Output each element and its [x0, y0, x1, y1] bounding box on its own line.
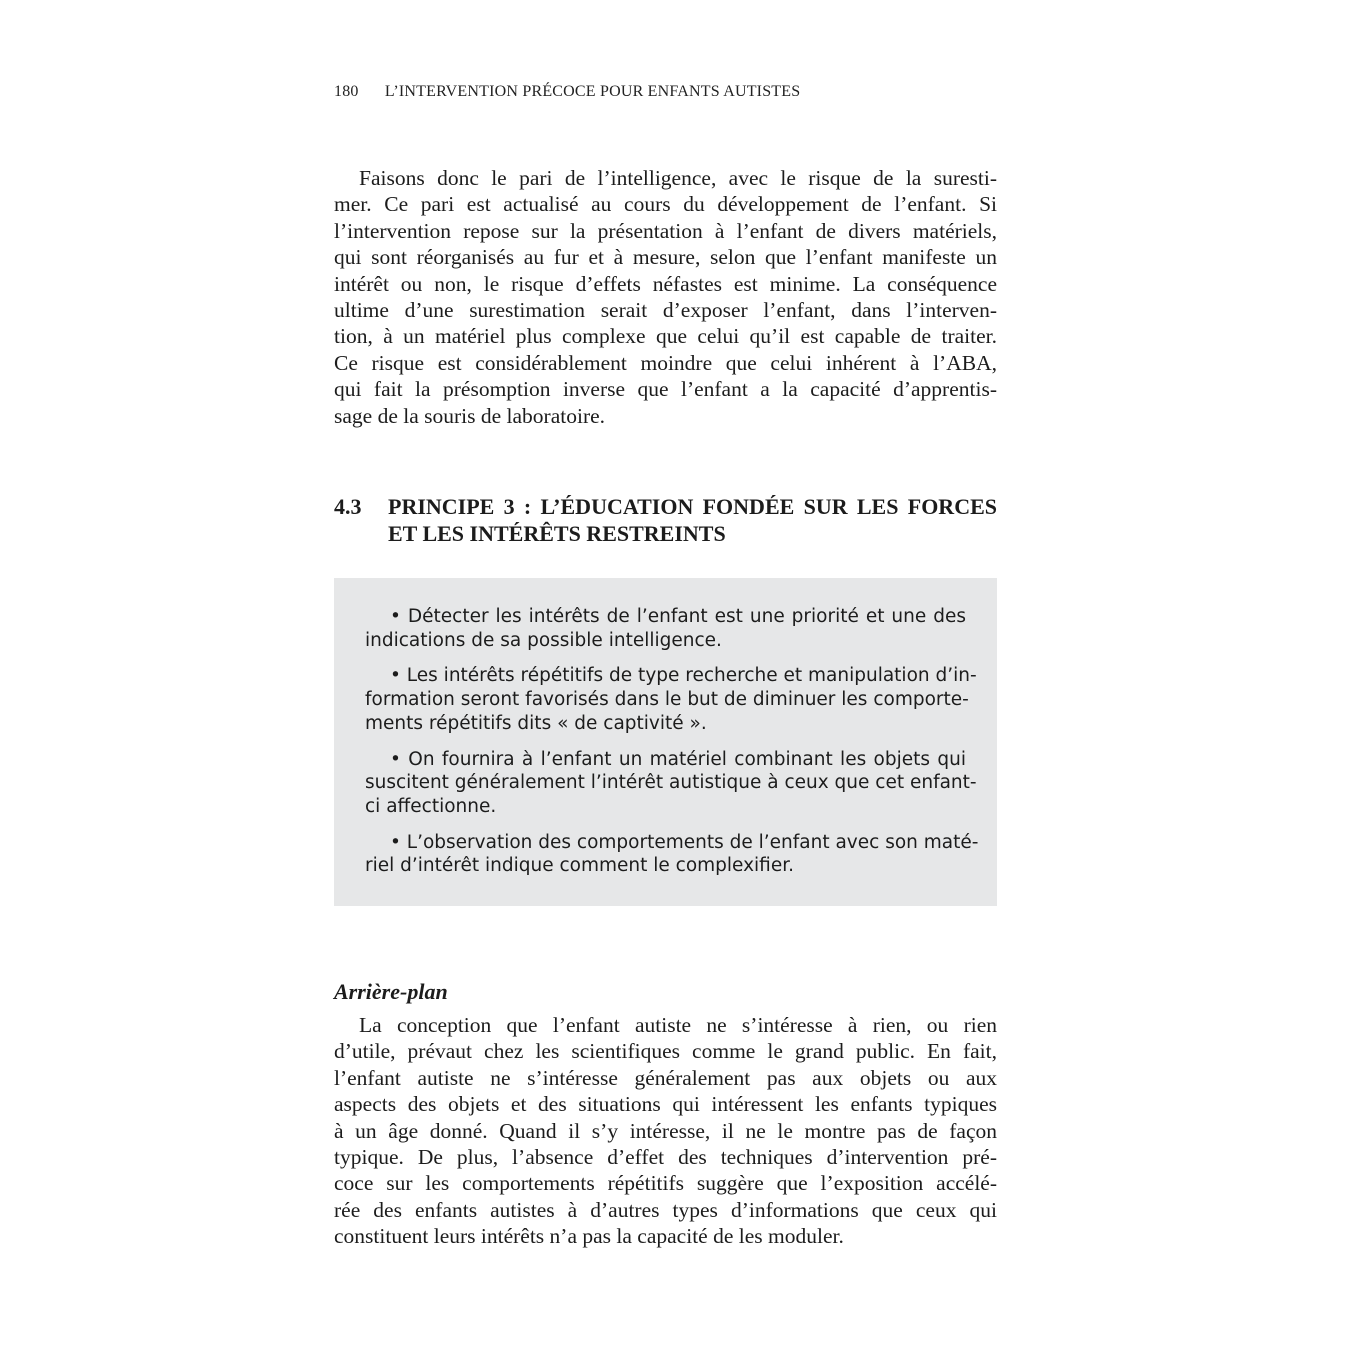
section-number: 4.3: [334, 494, 362, 519]
summary-line: • On fournira à l’enfant un matériel combinant les objets qui: [390, 748, 966, 770]
sub-heading: Arrière-plan: [334, 979, 448, 1004]
running-head: [334, 83, 800, 101]
summary-line: formation seront favorisés dans le but de diminuer les comporte-: [365, 689, 969, 711]
summary-box: [334, 578, 997, 906]
summary-line: • Les intérêts répétitifs de type recherche et manipulation d’in-: [390, 665, 977, 687]
paragraph-line: à un âge donné. Quand il s’y intéresse, il ne le montre pas de façon: [334, 1118, 997, 1143]
section-title-line: PRINCIPE 3 : L’ÉDUCATION FONDÉE SUR LES FORCES: [388, 494, 997, 519]
paragraph-line: intérêt ou non, le risque d’effets néfastes est minime. La conséquence: [334, 271, 997, 296]
paragraph-line: ultime d’une surestimation serait d’exposer l’enfant, dans l’interven-: [334, 298, 997, 323]
paragraph-line: mer. Ce pari est actualisé au cours du développement de l’enfant. Si: [334, 192, 997, 217]
summary-item: [365, 605, 966, 652]
paragraph-line: rée des enfants autistes à d’autres types d’informations que ceux qui: [334, 1197, 997, 1222]
summary-line: • Détecter les intérêts de l’enfant est une priorité et une des: [390, 606, 966, 627]
summary-list: [365, 605, 979, 890]
book-title: L’INTERVENTION PRÉCOCE POUR ENFANTS AUTISTES: [384, 83, 801, 100]
paragraph-line: typique. De plus, l’absence d’effet des techniques d’intervention pré-: [334, 1145, 997, 1170]
paragraph-line: d’utile, prévaut chez les scientifiques comme le grand public. En fait,: [334, 1039, 997, 1064]
paragraph-line: Faisons donc le pari de l’intelligence, avec le risque de la suresti-: [359, 166, 997, 190]
summary-line: riel d’intérêt indique comment le complexifier.: [365, 855, 795, 877]
summary-item: [365, 664, 977, 735]
summary-line: indications de sa possible intelligence.: [365, 629, 722, 651]
paragraph-background: [334, 1012, 997, 1250]
paragraph-intro: [334, 165, 997, 429]
paragraph-line: l’intervention repose sur la présentation à l’enfant de divers matériels,: [334, 218, 997, 243]
summary-line: • L’observation des comportements de l’enfant avec son maté-: [390, 831, 979, 853]
paragraph-line: La conception que l’enfant autiste ne s’intéresse à rien, ou rien: [359, 1013, 997, 1037]
paragraph-line: aspects des objets et des situations qui intéressent les enfants typiques: [334, 1092, 997, 1117]
book-page: [334, 0, 997, 1350]
summary-item: [365, 748, 977, 819]
paragraph-line: qui sont réorganisés au fur et à mesure, selon que l’enfant manifeste un: [334, 245, 997, 270]
summary-item: [365, 831, 979, 878]
paragraph-line: constituent leurs intérêts n’a pas la capacité de les moduler.: [334, 1224, 844, 1249]
paragraph-line: l’enfant autiste ne s’intéresse généralement pas aux objets ou aux: [334, 1065, 997, 1090]
section-heading: [334, 493, 997, 547]
summary-line: suscitent généralement l’intérêt autistique à ceux que cet enfant-: [365, 772, 977, 794]
summary-line: ci affectionne.: [365, 795, 497, 817]
section-title-line: ET LES INTÉRÊTS RESTREINTS: [388, 521, 726, 546]
paragraph-line: sage de la souris de laboratoire.: [334, 403, 606, 428]
summary-line: ments répétitifs dits « de captivité ».: [365, 712, 707, 734]
page-number: 180: [334, 83, 359, 100]
paragraph-line: Ce risque est considérablement moindre que celui inhérent à l’ABA,: [334, 350, 997, 375]
section-title: [388, 493, 997, 547]
paragraph-line: tion, à un matériel plus complexe que celui qu’il est capable de traiter.: [334, 324, 997, 349]
paragraph-line: coce sur les comportements répétitifs suggère que l’exposition accélé-: [334, 1171, 997, 1196]
paragraph-line: qui fait la présomption inverse que l’enfant a la capacité d’apprentis-: [334, 377, 997, 402]
